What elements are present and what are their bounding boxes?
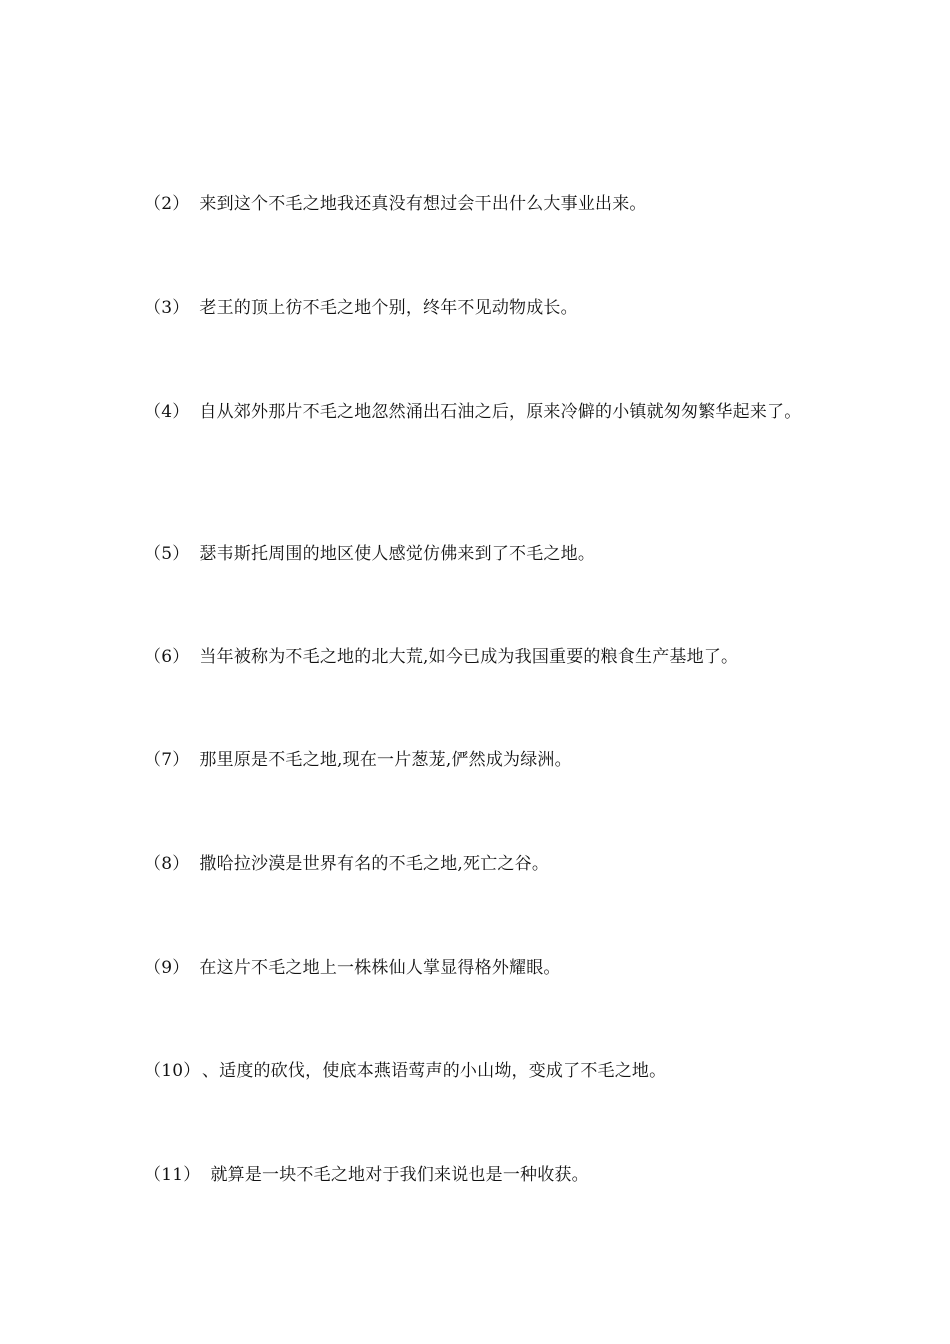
sentence-number: （4）	[144, 402, 190, 422]
sentence-8	[144, 846, 814, 882]
sentence-number: （7）	[144, 750, 190, 770]
sentence-text: 瑟韦斯托周围的地区使人感觉仿佛来到了不毛之地。	[199, 544, 596, 564]
sentence-11	[144, 1157, 814, 1193]
sentence-text: 在这片不毛之地上一株株仙人掌显得格外耀眼。	[199, 958, 561, 978]
sentence-4	[144, 394, 814, 430]
sentence-5	[144, 536, 814, 572]
sentence-number: （2）	[144, 194, 190, 214]
sentence-number: （9）	[144, 958, 190, 978]
sentence-number: （8）	[144, 854, 190, 874]
sentence-2	[144, 186, 814, 222]
sentence-9	[144, 950, 814, 986]
sentence-text: 老王的顶上彷不毛之地个别，终年不见动物成长。	[199, 298, 578, 318]
sentence-number: （5）	[144, 544, 190, 564]
sentence-3	[144, 290, 814, 326]
sentence-7	[144, 742, 814, 778]
sentence-number: （11）	[144, 1165, 201, 1185]
sentence-text: 那里原是不毛之地,现在一片葱茏,俨然成为绿洲。	[199, 750, 572, 770]
sentence-text: 、适度的砍伐，使底本燕语莺声的小山坳，变成了不毛之地。	[201, 1061, 667, 1081]
sentence-number: （6）	[144, 647, 190, 667]
sentence-text: 当年被称为不毛之地的北大荒,如今已成为我国重要的粮食生产基地了。	[199, 647, 739, 667]
sentence-text: 撒哈拉沙漠是世界有名的不毛之地,死亡之谷。	[199, 854, 550, 874]
sentence-10	[144, 1053, 814, 1089]
sentence-text: 自从郊外那片不毛之地忽然涌出石油之后，原来冷僻的小镇就匆匆繁华起来了。	[199, 402, 802, 422]
sentence-6	[144, 639, 814, 675]
sentence-number: （10）	[144, 1061, 192, 1081]
sentence-text: 来到这个不毛之地我还真没有想过会干出什么大事业出来。	[199, 194, 647, 214]
sentence-text: 就算是一块不毛之地对于我们来说也是一种收获。	[210, 1165, 589, 1185]
sentence-number: （3）	[144, 298, 190, 318]
